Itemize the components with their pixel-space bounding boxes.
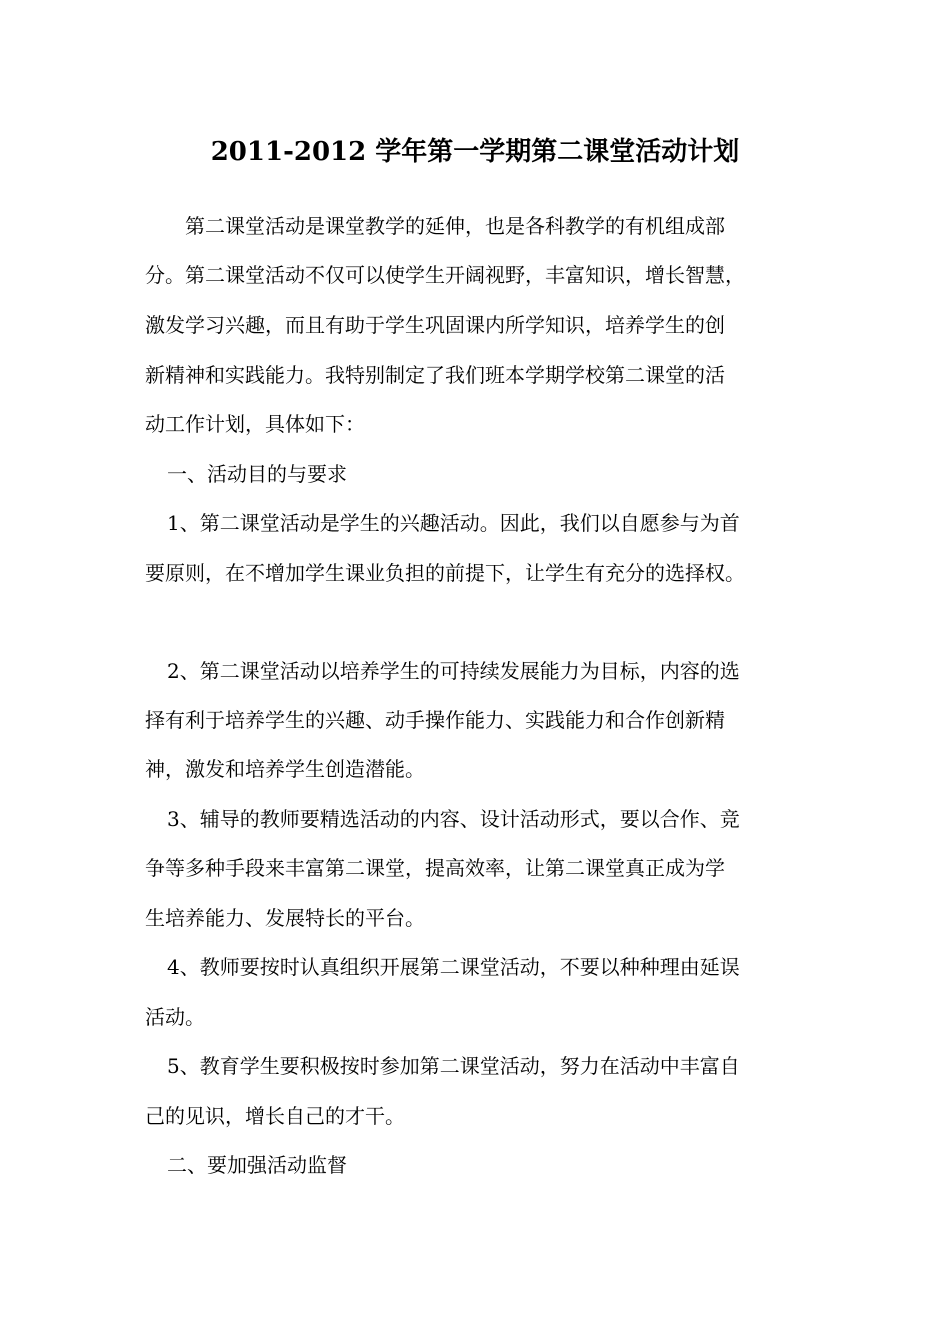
list-item-line: 3、辅导的教师要精选活动的内容、设计活动形式，要以合作、竞 [167,807,740,831]
paragraph-line: 分。第二课堂活动不仅可以使学生开阔视野，丰富知识，增长智慧， [145,263,745,287]
paragraph-line: 激发学习兴趣，而且有助于学生巩固课内所学知识，培养学生的创 [145,313,725,337]
list-item-line: 要原则，在不增加学生课业负担的前提下，让学生有充分的选择权。 [145,561,745,585]
list-item-line: 5、教育学生要积极按时参加第二课堂活动，努力在活动中丰富自 [167,1054,740,1078]
list-item-line: 4、教师要按时认真组织开展第二课堂活动，不要以种种理由延误 [167,955,740,979]
document-title: 2011-2012 学年第一学期第二课堂活动计划 [210,137,740,167]
section-heading: 一、活动目的与要求 [167,462,347,486]
paragraph-line: 动工作计划，具体如下： [145,412,365,436]
list-item-line: 神，激发和培养学生创造潜能。 [145,757,425,781]
list-item-line: 争等多种手段来丰富第二课堂，提高效率，让第二课堂真正成为学 [145,856,725,880]
list-item-line: 2、第二课堂活动以培养学生的可持续发展能力为目标，内容的选 [167,659,740,683]
paragraph-line: 新精神和实践能力。我特别制定了我们班本学期学校第二课堂的活 [145,363,725,387]
list-item-line: 生培养能力、发展特长的平台。 [145,906,425,930]
paragraph-line: 第二课堂活动是课堂教学的延伸，也是各科教学的有机组成部 [145,214,725,238]
list-item-line: 择有利于培养学生的兴趣、动手操作能力、实践能力和合作创新精 [145,708,725,732]
section-heading: 二、要加强活动监督 [167,1153,347,1177]
list-item-line: 活动。 [145,1005,205,1029]
list-item-line: 己的见识，增长自己的才干。 [145,1104,405,1128]
list-item-line: 1、第二课堂活动是学生的兴趣活动。因此，我们以自愿参与为首 [167,511,740,535]
